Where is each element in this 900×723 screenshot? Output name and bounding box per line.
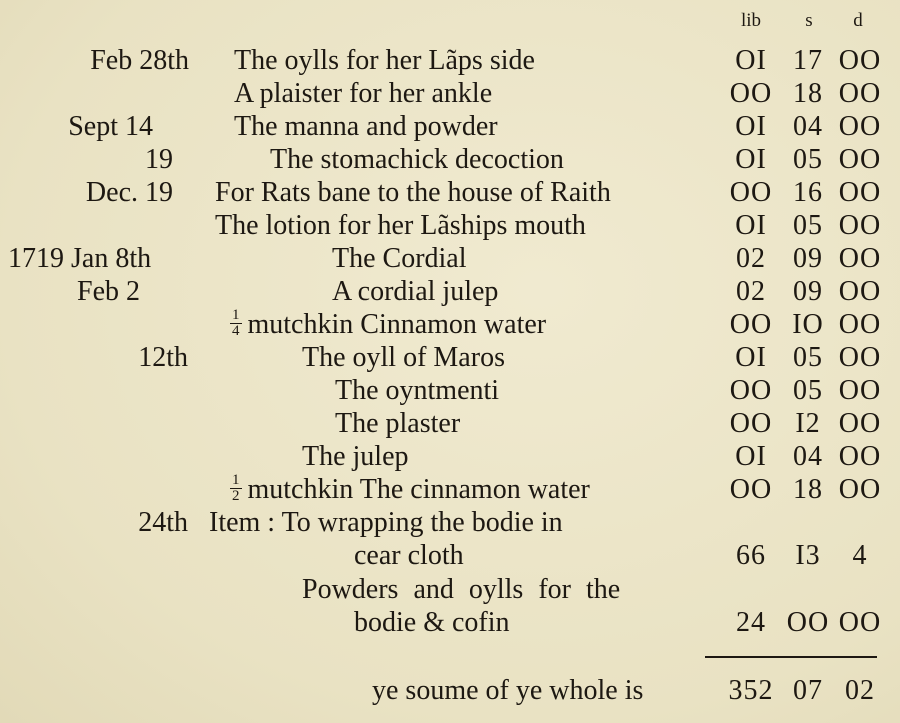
row-date: Feb 2 bbox=[77, 276, 140, 307]
header-d: d bbox=[853, 10, 863, 31]
row-s: 09 bbox=[793, 243, 823, 274]
row-s: 09 bbox=[793, 276, 823, 307]
column-header bbox=[0, 10, 900, 32]
row-d: OO bbox=[838, 607, 882, 638]
row-item: Powders and oylls for the bbox=[302, 574, 621, 605]
row-s: 18 bbox=[793, 474, 823, 505]
row-lib: OI bbox=[735, 111, 767, 142]
row-lib: OO bbox=[729, 177, 773, 208]
row-d: OO bbox=[838, 78, 882, 109]
ledger-row bbox=[0, 606, 900, 639]
row-d: OO bbox=[838, 45, 882, 76]
row-lib: OO bbox=[729, 309, 773, 340]
total-lib: 352 bbox=[728, 675, 774, 706]
row-d: OO bbox=[838, 276, 882, 307]
row-s: 16 bbox=[793, 177, 823, 208]
ledger-row bbox=[0, 77, 900, 110]
row-d: OO bbox=[838, 144, 882, 175]
fraction-denominator: 4 bbox=[232, 323, 240, 340]
ledger-row bbox=[0, 143, 900, 176]
row-date: 19 bbox=[145, 144, 173, 175]
row-item: cear cloth bbox=[354, 540, 464, 571]
row-lib: OI bbox=[735, 441, 767, 472]
row-date: Dec. 19 bbox=[85, 177, 173, 208]
row-s: IO bbox=[792, 309, 824, 340]
row-item-with-fraction bbox=[230, 473, 590, 507]
ledger-row bbox=[0, 341, 900, 374]
fraction-numerator: 1 bbox=[232, 472, 240, 489]
row-d: OO bbox=[838, 243, 882, 274]
row-item: bodie & cofin bbox=[354, 607, 510, 638]
row-s: 05 bbox=[793, 144, 823, 175]
row-s: OO bbox=[786, 607, 830, 638]
row-d: 4 bbox=[852, 540, 868, 571]
row-date: Feb 28th bbox=[90, 45, 189, 76]
row-lib: OI bbox=[735, 342, 767, 373]
ledger-row bbox=[0, 539, 900, 572]
total-rule bbox=[705, 656, 877, 658]
row-item: A cordial julep bbox=[332, 276, 499, 307]
row-s: I2 bbox=[795, 408, 821, 439]
ledger-row bbox=[0, 473, 900, 506]
row-d: OO bbox=[838, 210, 882, 241]
row-date: 24th bbox=[138, 507, 188, 538]
total-d: 02 bbox=[845, 675, 875, 706]
row-lib: OI bbox=[735, 144, 767, 175]
row-lib: OO bbox=[729, 375, 773, 406]
row-lib: OO bbox=[729, 408, 773, 439]
ledger-row bbox=[0, 209, 900, 242]
row-s: 04 bbox=[793, 111, 823, 142]
row-d: OO bbox=[838, 177, 882, 208]
ledger-row bbox=[0, 242, 900, 275]
row-lib: 24 bbox=[736, 607, 766, 638]
row-s: 05 bbox=[793, 210, 823, 241]
row-d: OO bbox=[838, 474, 882, 505]
row-item: A plaister for her ankle bbox=[234, 78, 493, 109]
row-s: I3 bbox=[795, 540, 821, 571]
total-s: 07 bbox=[793, 675, 823, 706]
row-item: The julep bbox=[302, 441, 409, 472]
row-item: mutchkin The cinnamon water bbox=[247, 474, 590, 505]
fraction-numerator: 1 bbox=[232, 307, 240, 324]
row-d: OO bbox=[838, 111, 882, 142]
row-item: The oyll of Maros bbox=[302, 342, 505, 373]
row-lib: OO bbox=[729, 78, 773, 109]
row-item: Item : To wrapping the bodie in bbox=[209, 507, 563, 538]
fraction bbox=[230, 308, 242, 339]
header-lib: lib bbox=[740, 10, 762, 31]
row-lib: 02 bbox=[736, 276, 766, 307]
ledger-row bbox=[0, 440, 900, 473]
row-d: OO bbox=[838, 441, 882, 472]
row-s: 05 bbox=[793, 375, 823, 406]
ledger-row bbox=[0, 176, 900, 209]
row-item-with-fraction bbox=[230, 308, 546, 342]
row-date: 12th bbox=[138, 342, 188, 373]
fraction bbox=[230, 473, 242, 504]
row-d: OO bbox=[838, 309, 882, 340]
ledger-row bbox=[0, 275, 900, 308]
row-s: 04 bbox=[793, 441, 823, 472]
row-item: The plaster bbox=[335, 408, 461, 439]
row-d: OO bbox=[838, 408, 882, 439]
ledger-row bbox=[0, 308, 900, 341]
row-lib: OI bbox=[735, 210, 767, 241]
total-label: ye soume of ye whole is bbox=[372, 675, 644, 706]
row-lib: 02 bbox=[736, 243, 766, 274]
ledger-row bbox=[0, 407, 900, 440]
ledger-row bbox=[0, 110, 900, 143]
row-lib: OO bbox=[729, 474, 773, 505]
ledger-row bbox=[0, 44, 900, 77]
header-s: s bbox=[805, 10, 813, 31]
row-lib: 66 bbox=[736, 540, 766, 571]
row-item: The stomachick decoction bbox=[270, 144, 564, 175]
row-d: OO bbox=[838, 375, 882, 406]
fraction-denominator: 2 bbox=[232, 488, 240, 505]
row-item: The Cordial bbox=[332, 243, 467, 274]
row-s: 18 bbox=[793, 78, 823, 109]
ledger-row bbox=[0, 506, 900, 539]
row-item: mutchkin Cinnamon water bbox=[247, 309, 547, 340]
row-item: For Rats bane to the house of Raith bbox=[215, 177, 611, 208]
row-s: 05 bbox=[793, 342, 823, 373]
row-date: Sept 14 bbox=[68, 111, 153, 142]
row-date: 1719 Jan 8th bbox=[8, 243, 152, 274]
row-lib: OI bbox=[735, 45, 767, 76]
row-item: The oyntmenti bbox=[335, 375, 500, 406]
row-item: The oylls for her Lãps side bbox=[234, 45, 535, 76]
ledger-row bbox=[0, 573, 900, 606]
row-d: OO bbox=[838, 342, 882, 373]
ledger-row bbox=[0, 374, 900, 407]
row-item: The lotion for her Lãships mouth bbox=[215, 210, 586, 241]
row-item: The manna and powder bbox=[234, 111, 498, 142]
row-s: 17 bbox=[793, 45, 823, 76]
